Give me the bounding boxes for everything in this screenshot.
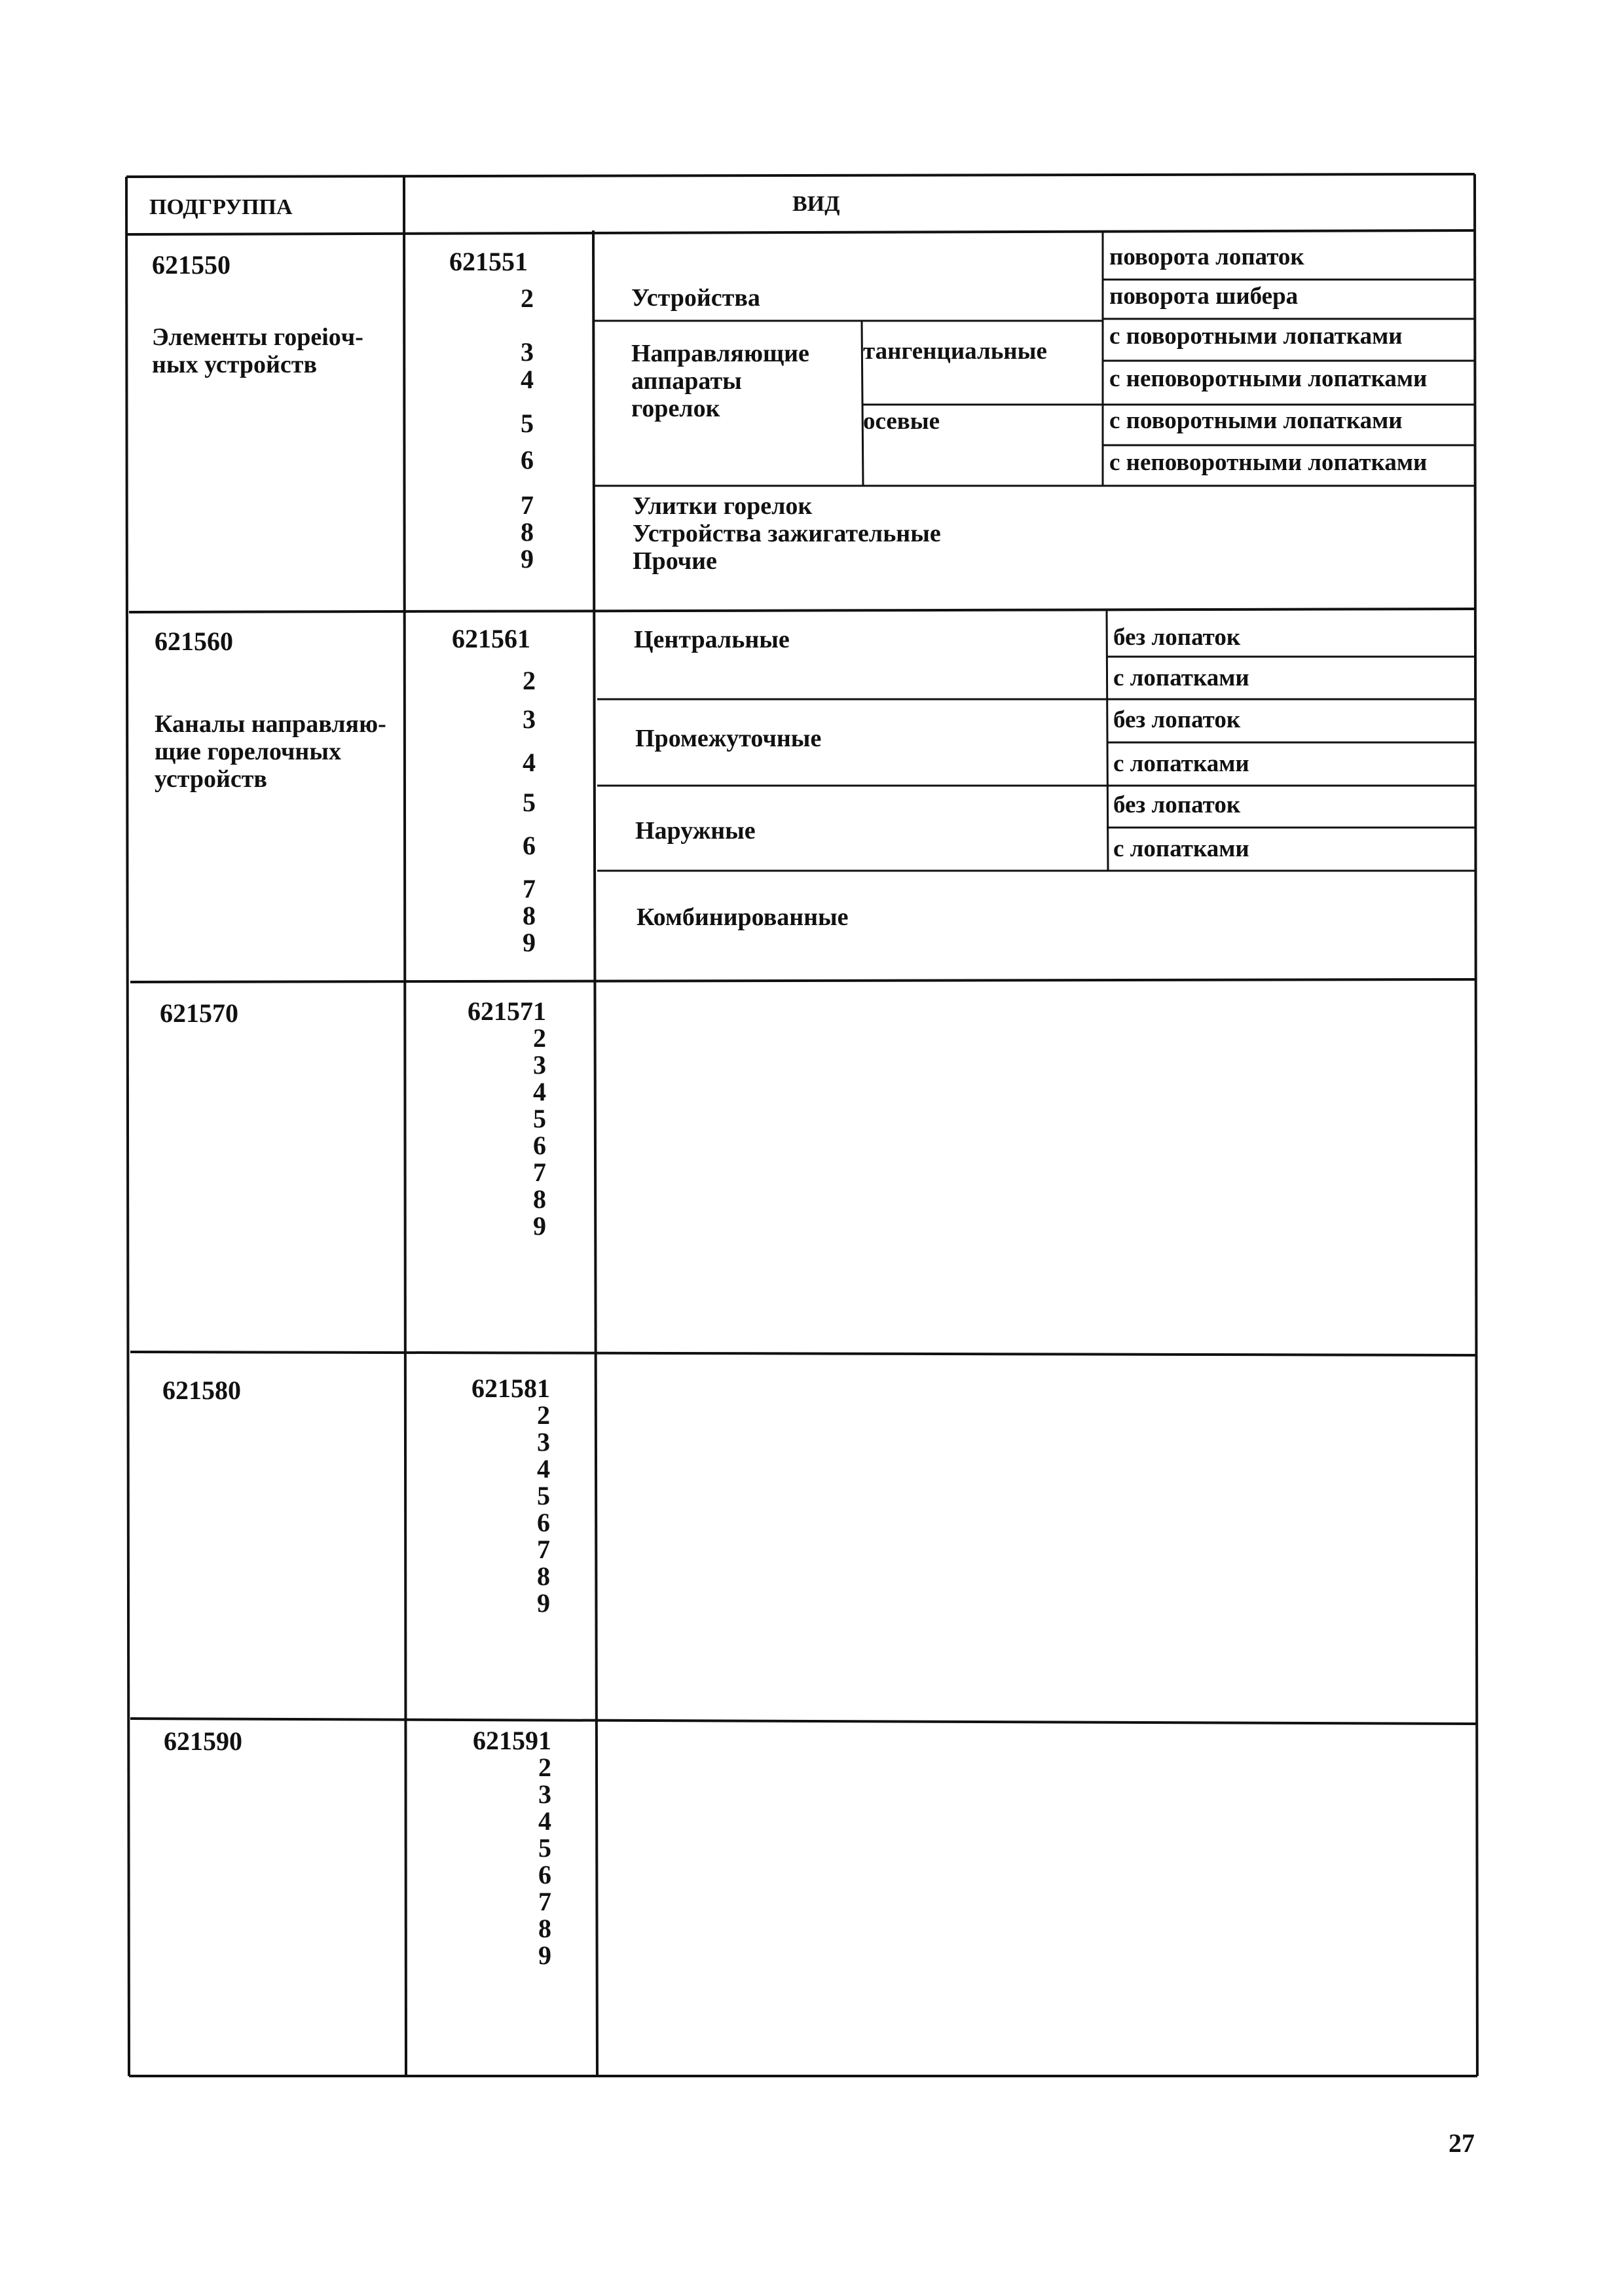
kind-intermediate: Промежуточные (635, 725, 822, 752)
kind-code: 5 (521, 409, 534, 438)
kind-code-first: 621551 (449, 247, 528, 276)
kind-code-column: 621581 2 3 4 5 6 7 8 9 (471, 1374, 550, 1618)
subgroup-name: Элементы гореioч- ных устройств (152, 323, 363, 378)
kind-option: без лопаток (1113, 792, 1241, 818)
kind-code-column: 621571 2 3 4 5 6 7 8 9 (468, 996, 546, 1241)
kind-code: 5 (523, 788, 536, 817)
subgroup-code: 621590 (164, 1726, 242, 1756)
kind-code: 7 (521, 490, 534, 520)
kind-option: поворота лопаток (1109, 244, 1304, 270)
kind-option: без лопаток (1113, 624, 1241, 651)
kind-devices: Устройства (631, 284, 760, 312)
kind-code: 9 (523, 928, 536, 957)
page-number: 27 (1449, 2128, 1475, 2158)
kind-code: 3 (521, 337, 534, 367)
subgroup-name: Каналы направляю- щие горелочных устройств (155, 710, 386, 793)
subgroup-code: 621560 (155, 627, 233, 656)
subgroup-code: 621570 (160, 998, 238, 1028)
kind-option: поворота шибера (1109, 283, 1299, 310)
kind-code: 8 (523, 901, 536, 930)
kind-list: Улитки горелок Устройства зажигательные Прочие (633, 492, 941, 575)
kind-code: 9 (521, 544, 534, 574)
kind-code: 2 (523, 666, 536, 695)
header-kind: ВИД (792, 192, 840, 216)
kind-outer: Наружные (635, 817, 756, 845)
kind-option: с неповоротными лопатками (1109, 449, 1428, 476)
header-subgroup: ПОДГРУППА (149, 195, 293, 219)
kind-code: 4 (521, 365, 534, 394)
kind-option: с неповоротными лопатками (1109, 365, 1428, 392)
kind-code: 6 (523, 831, 536, 860)
kind-code-column: 621591 2 3 4 5 6 7 8 9 (473, 1726, 551, 1970)
kind-option: с поворотными лопатками (1109, 407, 1403, 434)
kind-code-first: 621561 (452, 624, 530, 653)
kind-option: с поворотными лопатками (1109, 323, 1403, 350)
kind-code: 3 (523, 704, 536, 734)
kind-central: Центральные (634, 626, 790, 653)
kind-code: 4 (523, 748, 536, 777)
kind-option: с лопатками (1113, 665, 1249, 691)
kind-option: без лопаток (1113, 706, 1241, 733)
kind-option: с лопатками (1113, 835, 1249, 862)
subgroup-code: 621580 (162, 1376, 241, 1405)
kind-tangential: тангенциальные (863, 338, 1047, 365)
kind-combined: Комбинированные (637, 903, 849, 931)
subgroup-code: 621550 (152, 250, 231, 280)
kind-code: 6 (521, 445, 534, 475)
kind-axial: осевые (863, 408, 940, 435)
kind-option: с лопатками (1113, 750, 1249, 777)
kind-code: 2 (521, 283, 534, 313)
kind-code: 7 (523, 874, 536, 903)
kind-guide-vanes: Направляющие аппараты горелок (631, 340, 809, 422)
kind-code: 8 (521, 517, 534, 547)
